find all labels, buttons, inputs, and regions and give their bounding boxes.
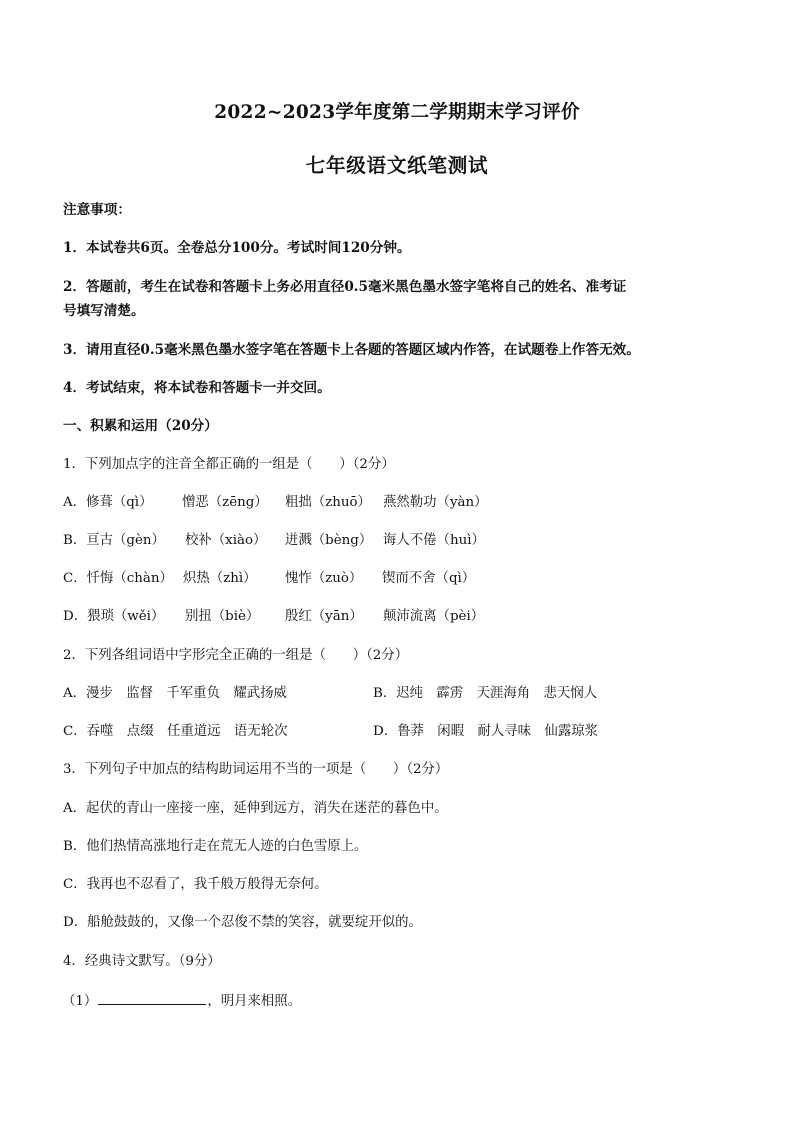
notice-heading: 注意事项： <box>63 202 131 218</box>
answer-blank[interactable] <box>98 990 206 1005</box>
question-stem: 4．经典诗文默写。（9分） <box>63 954 221 969</box>
notice-item: 1．本试卷共6页。全卷总分100分。考试时间120分钟。 <box>63 240 411 256</box>
choice-cell: A．修葺（qì） <box>63 495 153 510</box>
verse-text: ，明月来相照。 <box>207 994 302 1009</box>
choice-cell: 颠沛流离（pèi） <box>383 609 485 624</box>
choice-cell: 燕然勒功（yàn） <box>383 495 488 510</box>
exam-title: 2022~2023学年度第二学期期末学习评价 <box>214 102 580 123</box>
choice-cell: 迸溅（bèng） <box>285 533 373 548</box>
choice-cell: 殷红（yān） <box>285 609 363 624</box>
choice-cell: 诲人不倦（huì） <box>383 533 485 548</box>
question-stem: 1．下列加点字的注音全都正确的一组是（ ）（2分） <box>63 457 395 472</box>
exam-subtitle: 七年级语文纸笔测试 <box>305 154 489 177</box>
question-stem: 2．下列各组词语中字形完全正确的一组是（ ）（2分） <box>63 648 409 663</box>
notice-item: 3．请用直径0.5毫米黑色墨水签字笔在答题卡上各题的答题区域内作答，在试题卷上作答无效。 <box>63 342 640 358</box>
fill-in-line <box>62 990 301 1012</box>
choice-line: C．我再也不忍看了，我千般万般得无奈何。 <box>63 877 328 892</box>
choice-cell: 别扭（biè） <box>185 609 260 624</box>
section-heading: 一、积累和运用（20分） <box>63 418 218 434</box>
notice-item: 2．答题前，考生在试卷和答题卡上务必用直径0.5毫米黑色墨水签字笔将自己的姓名、准考证 <box>63 279 627 295</box>
choice-cell: B．亘古（gèn） <box>63 533 165 548</box>
choice-cell: D．猥琐（wěi） <box>63 609 165 624</box>
choice-cell: B．迟纯 霹雳 天涯海角 悲天悯人 <box>373 686 598 701</box>
choice-line: A．起伏的青山一座接一座，延伸到远方，消失在迷茫的暮色中。 <box>63 801 448 816</box>
choice-cell: 粗拙（zhuō） <box>285 495 371 510</box>
choice-cell: 校补（xiào） <box>185 533 267 548</box>
choice-cell: 炽热（zhì） <box>183 571 257 586</box>
question-stem: 3．下列句子中加点的结构助词运用不当的一项是（ ）（2分） <box>63 762 449 777</box>
choice-cell: C．忏悔（chàn） <box>63 571 173 586</box>
choice-cell: 憎恶（zēng） <box>182 495 268 510</box>
choice-cell: A．漫步 监督 千军重负 耀武扬威 <box>63 686 287 701</box>
choice-line: D．船舱鼓鼓的，又像一个忍俊不禁的笑容，就要绽开似的。 <box>63 915 422 930</box>
choice-cell: 愧怍（zuò） <box>285 571 363 586</box>
choice-cell: D．鲁莽 闲暇 耐人寻味 仙露琼浆 <box>373 724 598 739</box>
notice-item: 号填写清楚。 <box>63 303 145 319</box>
notice-item: 4．考试结束，将本试卷和答题卡一并交回。 <box>63 380 331 396</box>
item-number: （1） <box>62 994 98 1009</box>
choice-line: B．他们热情高涨地行走在荒无人迹的白色雪原上。 <box>63 839 368 854</box>
choice-cell: C．吞噬 点缀 任重道远 语无轮次 <box>63 724 288 739</box>
choice-cell: 锲而不舍（qì） <box>382 571 476 586</box>
